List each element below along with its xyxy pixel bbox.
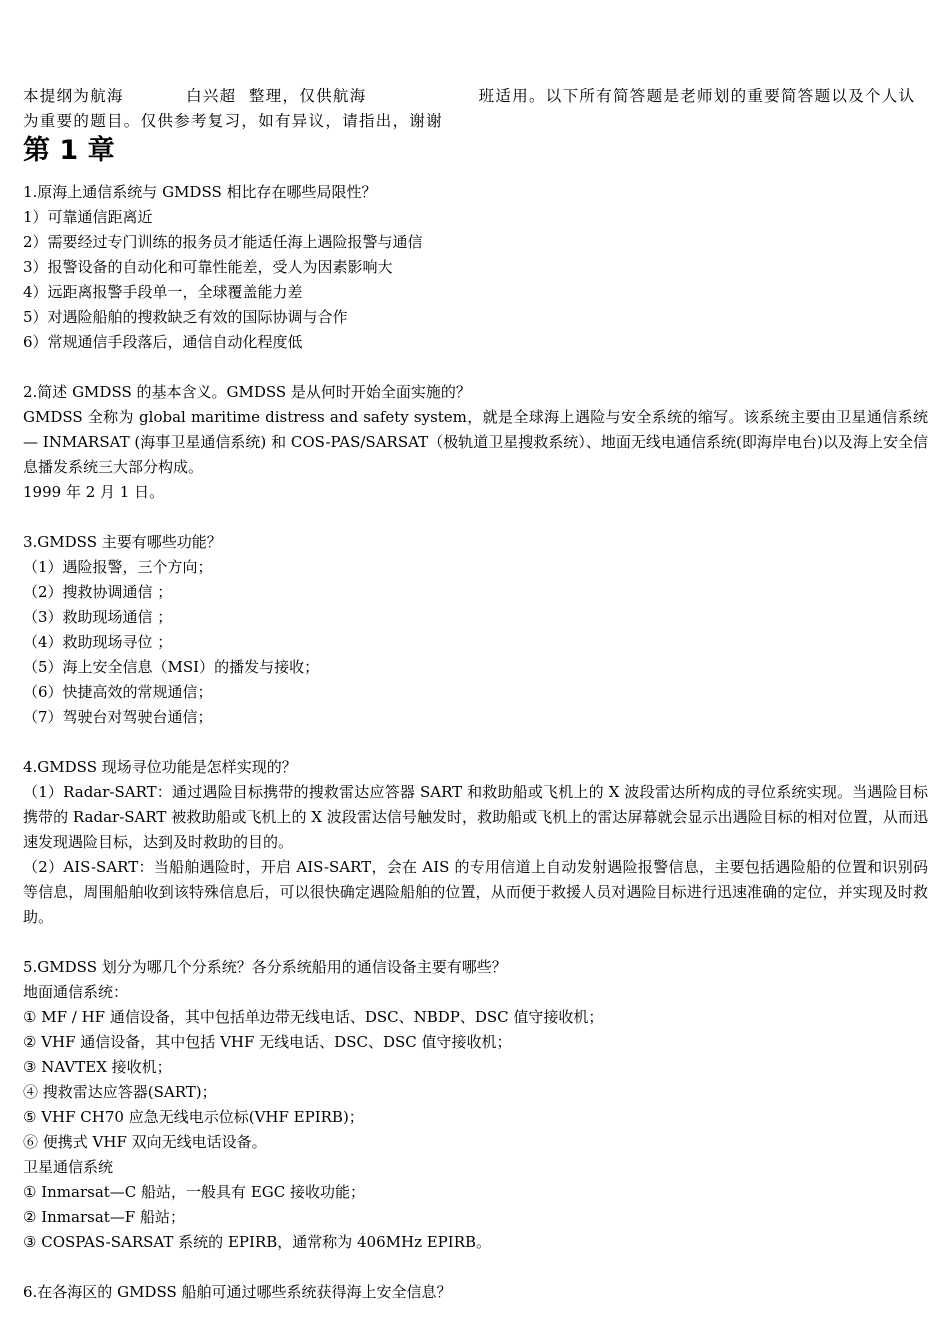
- answer-line: （5）海上安全信息（MSI）的播发与接收；: [23, 658, 320, 676]
- question-title: 1.原海上通信系统与 GMDSS 相比存在哪些局限性？: [23, 183, 377, 201]
- document-page: [23, 84, 928, 1305]
- question-title: 6.在各海区的 GMDSS 船舶可通过哪些系统获得海上安全信息？: [23, 1283, 452, 1301]
- answer-line: 2）需要经过专门训练的报务员才能适任海上遇险报警与通信: [23, 233, 423, 251]
- answer-line: ⑤ VHF CH70 应急无线电示位标(VHF EPIRB)；: [23, 1108, 364, 1126]
- answer-line: ① Inmarsat—C 船站，一般具有 EGC 接收功能；: [23, 1183, 365, 1201]
- answer-line: （1）遇险报警，三个方向；: [23, 558, 213, 576]
- question-4: [23, 755, 928, 930]
- answer-line: ② Inmarsat—F 船站；: [23, 1208, 185, 1226]
- answer-line: 1999 年 2 月 1 日。: [23, 483, 165, 501]
- answer-line: ③ NAVTEX 接收机；: [23, 1058, 172, 1076]
- question-title: 4.GMDSS 现场寻位功能是怎样实现的？: [23, 758, 297, 776]
- answer-paragraph: GMDSS 全称为 global maritime distress and safety system，就是全球海上遇险与安全系统的缩写。该系统主要由卫星通信系统— INMARSAT (海事卫星通信系统) 和 COS-PAS/SARSAT（极轨道卫星搜救系统）、地面无线电通信系统(即海岸电台)以及海上安全信息播发系统三大部分构成。: [23, 408, 928, 476]
- answer-line: ② VHF 通信设备，其中包括 VHF 无线电话、DSC、DSC 值守接收机；: [23, 1033, 512, 1051]
- question-title: 5.GMDSS 划分为哪几个分系统？各分系统船用的通信设备主要有哪些？: [23, 958, 507, 976]
- question-1: [23, 180, 928, 355]
- question-5: [23, 955, 928, 1255]
- answer-line: （2）搜救协调通信 ；: [23, 583, 173, 601]
- subsystem-heading: 地面通信系统：: [23, 983, 129, 1001]
- answer-line: ① MF / HF 通信设备，其中包括单边带无线电话、DSC、NBDP、DSC 值守接收机；: [23, 1008, 604, 1026]
- answer-line: （6）快捷高效的常规通信；: [23, 683, 213, 701]
- answer-paragraph: （1）Radar-SART：通过遇险目标携带的搜救雷达应答器 SART 和救助船或飞机上的 X 波段雷达所构成的寻位系统实现。当遇险目标携带的 Radar-SART 被救助船或飞机上的 X 波段雷达信号触发时，救助船或飞机上的雷达屏幕就会显示出遇险目标的相对位置，从而迅速发现遇险目标，达到及时救助的目的。: [23, 783, 928, 851]
- answer-line: 6）常规通信手段落后，通信自动化程度低: [23, 333, 303, 351]
- answer-line: 5）对遇险船舶的搜救缺乏有效的国际协调与合作: [23, 308, 348, 326]
- subsystem-heading: 卫星通信系统: [23, 1158, 114, 1176]
- answer-paragraph: （2）AIS-SART：当船舶遇险时，开启 AIS-SART，会在 AIS 的专用信道上自动发射遇险报警信息，主要包括遇险船的位置和识别码等信息，周围船舶收到该特殊信息后，可以很快确定遇险船舶的位置，从而便于救援人员对遇险目标进行迅速准确的定位，并实现及时救助。: [23, 858, 928, 926]
- blank-line: [23, 1255, 928, 1280]
- answer-line: ⑥ 便携式 VHF 双向无线电话设备。: [23, 1133, 267, 1151]
- question-title: 3.GMDSS 主要有哪些功能？: [23, 533, 222, 551]
- question-6: [23, 1280, 928, 1305]
- blank-line: [23, 930, 928, 955]
- answer-line: 3）报警设备的自动化和可靠性能差，受人为因素影响大: [23, 258, 393, 276]
- blank-line: [23, 355, 928, 380]
- blank-line: [23, 505, 928, 530]
- question-title: 2.简述 GMDSS 的基本含义。GMDSS 是从何时开始全面实施的？: [23, 383, 471, 401]
- question-3: [23, 530, 928, 730]
- answer-line: （3）救助现场通信 ；: [23, 608, 173, 626]
- question-2: [23, 380, 928, 505]
- intro-paragraph: 本提纲为航海 白兴超 整理，仅供航海 班适用。以下所有简答题是老师划的重要简答题以及个人认为重要的题目。仅供参考复习，如有异议，请指出，谢谢: [23, 87, 916, 130]
- answer-line: ④ 搜救雷达应答器(SART)；: [23, 1083, 217, 1101]
- blank-line: [23, 730, 928, 755]
- chapter-heading: 第 1 章: [23, 135, 115, 166]
- answer-line: 1）可靠通信距离近: [23, 208, 153, 226]
- answer-line: （7）驾驶台对驾驶台通信；: [23, 708, 213, 726]
- answer-line: ③ COSPAS-SARSAT 系统的 EPIRB，通常称为 406MHz EPIRB。: [23, 1233, 492, 1251]
- answer-line: 4）远距离报警手段单一，全球覆盖能力差: [23, 283, 303, 301]
- answer-line: （4）救助现场寻位 ；: [23, 633, 173, 651]
